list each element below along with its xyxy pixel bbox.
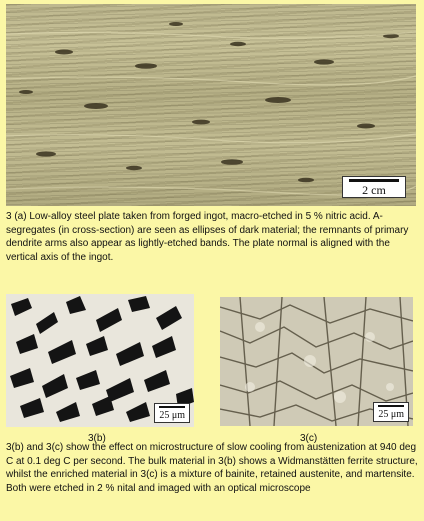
label-3c: 3(c): [300, 433, 318, 444]
scale-bar-label: 25 μm: [159, 410, 185, 421]
scale-bar-line: [159, 406, 185, 408]
scale-bar-2cm: [342, 176, 406, 198]
caption-figures-3b-3c: 3(b) and 3(c) show the effect on microstructure of slow cooling from austenization at 940 deg C at 0.1 deg C per second. The bulk material in 3(b) shows a Widmanstätten ferrite structure, whilst the enriched material in 3(c) is a mixture of bainite, retained austenite, and martensite. Both were etched in 2 % nital and imaged with an optical microscope: [6, 442, 418, 494]
scale-bar-label: 2 cm: [362, 182, 386, 197]
micrograph-3b: [6, 294, 194, 427]
scale-bar-label: 25 μm: [378, 409, 404, 420]
macro-etched-plate-image: [6, 4, 416, 206]
scale-bar-line: [378, 405, 404, 407]
scale-bar-3b: [154, 403, 190, 423]
scale-bar-3c: [373, 402, 409, 422]
scale-bar-line: [349, 179, 399, 182]
micrograph-3c: [220, 297, 413, 426]
label-3b: 3(b): [88, 433, 106, 444]
caption-figure-3a: 3 (a) Low-alloy steel plate taken from forged ingot, macro-etched in 5 % nitric acid. A-segregates (in cross-section) are seen as ellipses of dark material; the remnants of primary dendrite arms also appear as lightly-etched bands. The plate normal is aligned with the vertical axis of the ingot.: [6, 211, 409, 263]
